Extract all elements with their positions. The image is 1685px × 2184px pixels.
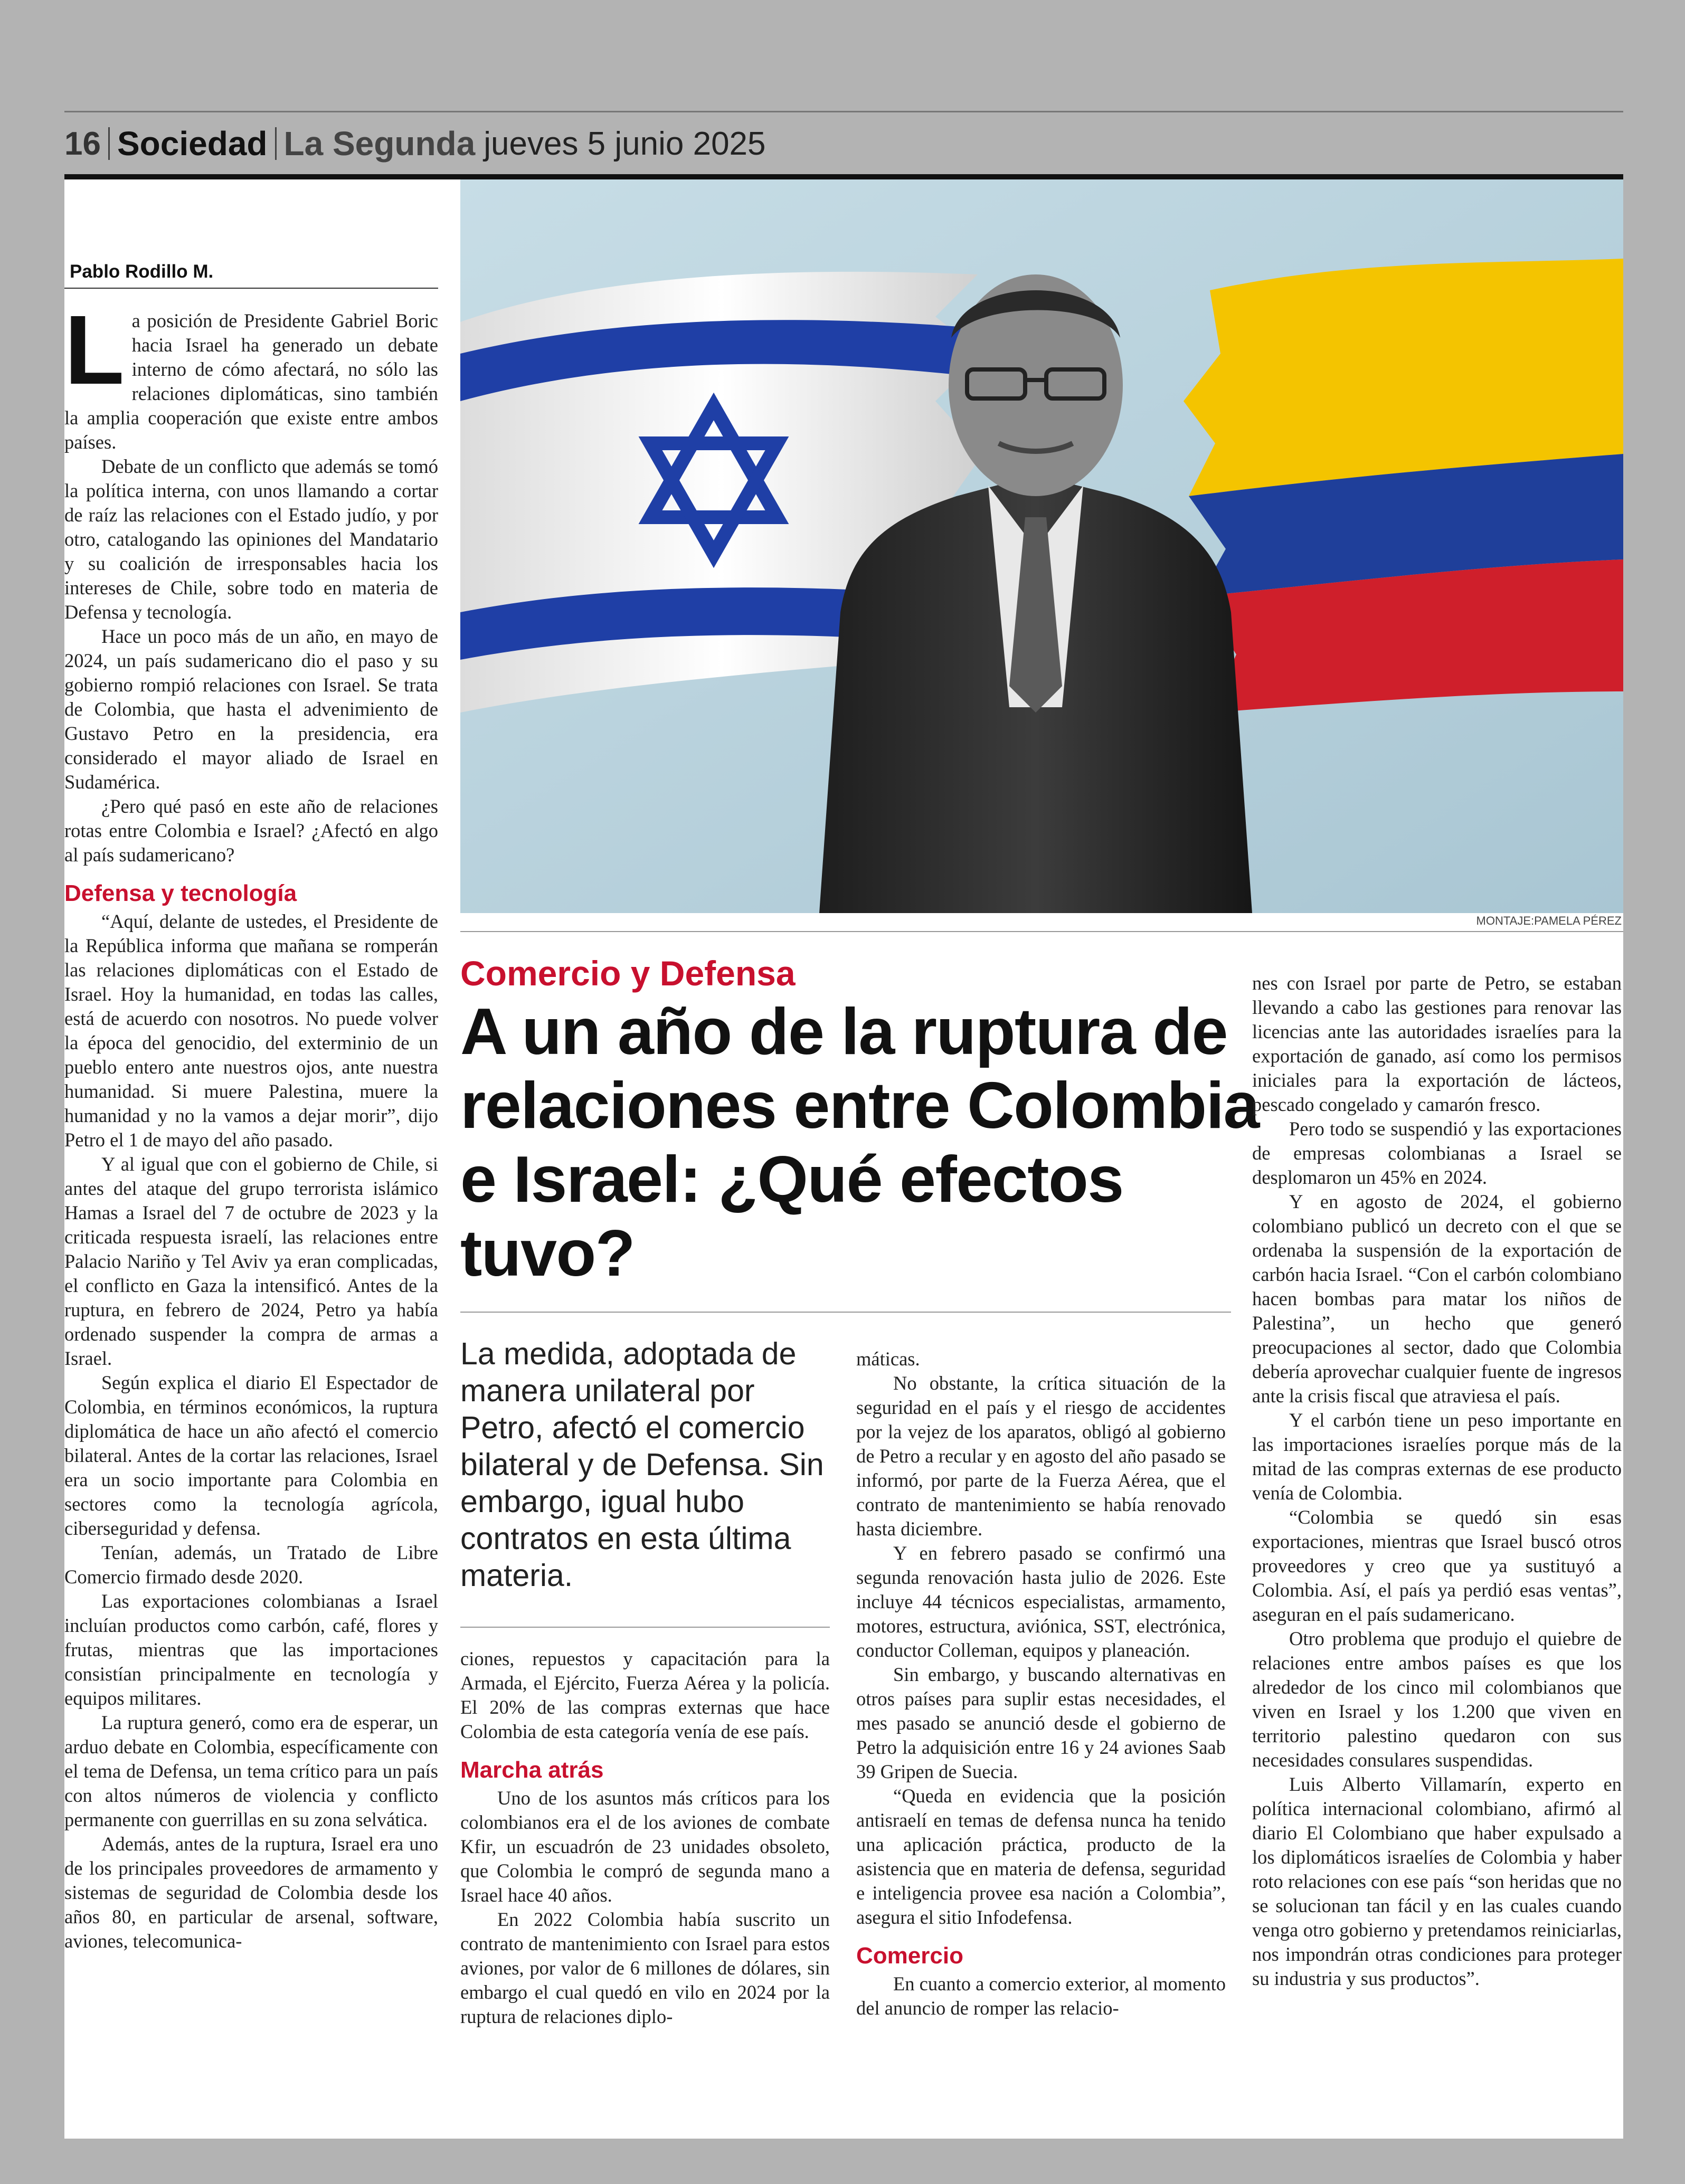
montage-illustration — [460, 179, 1623, 913]
header-divider — [275, 127, 277, 160]
section-name: Sociedad — [117, 125, 268, 163]
paragraph: Uno de los asuntos más críticos para los colombianos era el de los aviones de combate Kfir, un escuadrón de 23 unidades obsoleto, que Colombia le compró de segunda mano a Israel hace 40 años. — [460, 1787, 830, 1906]
paragraph: Y el carbón tiene un peso importante en las importaciones israelíes porque más de la mitad de las compras externas de ese producto venía de Colombia. — [1252, 1409, 1622, 1504]
paragraph: Pero todo se suspendió y las exportaciones de empresas colombianas a Israel se desplomaron un 45% en 2024. — [1252, 1118, 1622, 1188]
paragraph: Tenían, además, un Tratado de Libre Comercio firmado desde 2020. — [64, 1542, 438, 1588]
paragraph: En 2022 Colombia había suscrito un contrato de mantenimiento con Israel para estos aviones, por valor de 6 millones de dólares, sin embargo el cual quedó en vilo en 2024 por la ruptura de relaciones diplo- — [460, 1908, 830, 2027]
subhead-defensa: Defensa y tecnología — [64, 880, 297, 906]
paragraph: Otro problema que produjo el quiebre de relaciones entre ambos países es que los alrededor de los cinco mil colombianos que viven en Israel y los 1.200 que viven en territorio palestino quedaron con sus necesidades consulares suspendidas. — [1252, 1628, 1622, 1771]
drop-cap: L — [64, 296, 125, 405]
page-number: 16 — [64, 125, 101, 162]
paragraph: Luis Alberto Villamarín, experto en política internacional colombiano, afirmó al diario El Colombiano que haber expulsado a los diplomáticos israelíes de Colombia y haber roto relaciones con ese país “son heridas que no se solucionan tan fácil y en las cuales cuando venga otro gobierno y pretendamos reiniciarlas, nos impondrán otras condiciones para proteger su industria y sus productos”. — [1252, 1773, 1622, 1989]
paragraph: Y en agosto de 2024, el gobierno colombiano publicó un decreto con el que se ordenaba la suspensión de la exportación de carbón hacia Israel. “Con el carbón colombiano hacen bombas para matar los niños de Palestina”, un hecho que generó preocupaciones al sector, dado que Colombia debería aprovechar cualquier fuente de ingresos ante la crisis fiscal que atraviesa el país. — [1252, 1191, 1622, 1407]
photo-credit: MONTAJE:PAMELA PÉREZ — [1476, 914, 1622, 927]
paragraph: La ruptura generó, como era de esperar, un arduo debate en Colombia, específicamente con el tema de Defensa, un tema crítico para un país con altos números de violencia y conflicto permanente con guerrillas en su zona selvática. — [64, 1712, 438, 1830]
paragraph: ciones, repuestos y capacitación para la Armada, el Ejército, Fuerza Aérea y la policía. El 20% de las compras externas que hace Colombia de esta categoría venía de ese país. — [460, 1648, 830, 1742]
paragraph: ¿Pero qué pasó en este año de relaciones rotas entre Colombia e Israel? ¿Afectó en algo al país sudamericano? — [64, 795, 438, 866]
article-column-1 — [64, 296, 438, 1953]
paragraph: Hace un poco más de un año, en mayo de 2024, un país sudamericano dio el paso y su gobierno rompió relaciones con Israel. Se trata de Colombia, que hasta el advenimiento de Gustavo Petro en la presidencia, era considerado el mayor aliado de Israel en Sudamérica. — [64, 625, 438, 793]
deck: La medida, adoptada de manera unilateral por Petro, afectó el comercio bilateral y de Defensa. Sin embargo, igual hubo contratos en esta última materia. — [460, 1336, 824, 1593]
header-top-rule — [64, 111, 1623, 112]
paragraph: “Aquí, delante de ustedes, el Presidente de la República informa que mañana se romperán las relaciones diplomáticas con el Estado de Israel. Hoy la humanidad, en todas las calles, está de acuerdo con nosotros. No puede volver la época del genocidio, del exterminio de un pueblo entero ante nuestros ojos, ante nuestra humanidad. Si muere Palestina, muere la humanidad y no la vamos a dejar morir”, dijo Petro el 1 de mayo del año pasado. — [64, 910, 438, 1151]
article-column-4 — [1252, 971, 1622, 1991]
photo-rule — [460, 931, 1623, 932]
paragraph: Y en febrero pasado se confirmó una segunda renovación hasta julio de 2026. Este incluye 44 técnicos especialistas, armamento, motores, estructura, aviónica, SST, electrónica, conductor Colleman, equipos y planeación. — [856, 1542, 1226, 1661]
header-divider — [108, 127, 110, 160]
paragraph: máticas. — [856, 1348, 920, 1370]
lead-paragraph: La posición de Presidente Gabriel Boric hacia Israel ha generado un debate interno de cómo afectará, no sólo las relaciones diplomáticas, sino también la amplia cooperación que existe entre ambos países. — [64, 296, 438, 453]
paragraph: Además, antes de la ruptura, Israel era uno de los principales proveedores de armamento y sistemas de seguridad de Colombia desde los años 80, en particular de arsenal, software, aviones, telecomunica- — [64, 1833, 438, 1952]
paragraph: “Colombia se quedó sin esas exportaciones, mientras que Israel buscó otros proveedores y creo que ya sustituyó a Colombia. Así, el país ya perdió esas ventas”, aseguran en el país sudamericano. — [1252, 1506, 1622, 1625]
paragraph: Debate de un conflicto que además se tomó la política interna, con unos llamando a cortar de raíz las relaciones con el Estado judío, y por otro, catalogando las opiniones del Mandatario y su coalición de irresponsables hacia los intereses de Chile, sobre todo en materia de Defensa y tecnología. — [64, 455, 438, 623]
kicker: Comercio y Defensa — [460, 954, 796, 993]
subhead-marcha-atras: Marcha atrás — [460, 1757, 604, 1783]
paragraph: Según explica el diario El Espectador de Colombia, en términos económicos, la ruptura diplomática de hace un año afectó el comercio bilateral. Antes de la cortar las relaciones, Israel era un socio importante para Colombia en sectores como la tecnología agrícola, ciberseguridad y defensa. — [64, 1372, 438, 1539]
paragraph: No obstante, la crítica situación de la seguridad en el país y el riesgo de accidentes por la vejez de los aparatos, obligó al gobierno de Petro a recular y en agosto del año pasado se informó, por parte de la Fuerza Aérea, que el contrato de mantenimiento se había renovado hasta diciembre. — [856, 1372, 1226, 1540]
page-top-rule — [64, 174, 1623, 179]
paragraph: “Queda en evidencia que la posición antisraelí en temas de defensa nunca ha tenido una aplicación práctica, producto de la asistencia que en materia de defensa, seguridad e inteligencia provee esa nación a Colombia”, asegura el sitio Infodefensa. — [856, 1785, 1226, 1928]
paragraph: Y al igual que con el gobierno de Chile, si antes del ataque del grupo terrorista islámico Hamas a Israel del 7 de octubre de 2023 y la criticada respuesta israelí, las relaciones entre Palacio Nariño y Tel Aviv ya eran complicadas, el conflicto en Gaza la intensificó. Antes de la ruptura, en febrero de 2024, Petro ya había ordenado suspender la compra de armas a Israel. — [64, 1153, 438, 1369]
paragraph: En cuanto a comercio exterior, al momento del anuncio de romper las relacio- — [856, 1973, 1226, 2019]
photo-montage — [460, 179, 1623, 913]
subhead-comercio: Comercio — [856, 1943, 963, 1969]
headline-rule — [460, 1312, 1231, 1313]
publication-name: La Segunda — [283, 125, 476, 163]
paragraph: Las exportaciones colombianas a Israel incluían productos como carbón, café, flores y frutas, mientras que las importaciones consistían principalmente en tecnología y equipos militares. — [64, 1590, 438, 1709]
headline: A un año de la ruptura de relaciones entre Colombia e Israel: ¿Qué efectos tuvo? — [460, 995, 1259, 1290]
byline-rule — [64, 288, 438, 289]
page-header — [64, 117, 766, 170]
newspaper-page — [64, 174, 1623, 2139]
deck-rule — [460, 1627, 830, 1628]
article-column-3 — [856, 1347, 1226, 2020]
byline: Pablo Rodillo M. — [70, 261, 214, 282]
issue-date: jueves 5 junio 2025 — [484, 125, 766, 162]
paragraph: nes con Israel por parte de Petro, se estaban llevando a cabo las gestiones para renovar las licencias ante las autoridades israelíes para la exportación de ganado, así como los permisos iniciales para la exportación de lácteos, pescado congelado y camarón fresco. — [1252, 972, 1622, 1115]
colombia-flag-icon — [1184, 259, 1623, 713]
paragraph: Sin embargo, y buscando alternativas en otros países para suplir estas necesidades, el mes pasado se anunció desde el gobierno de Petro la adquisición entre 16 y 24 aviones Saab 39 Gripen de Suecia. — [856, 1664, 1226, 1782]
article-column-2 — [460, 1647, 830, 2029]
